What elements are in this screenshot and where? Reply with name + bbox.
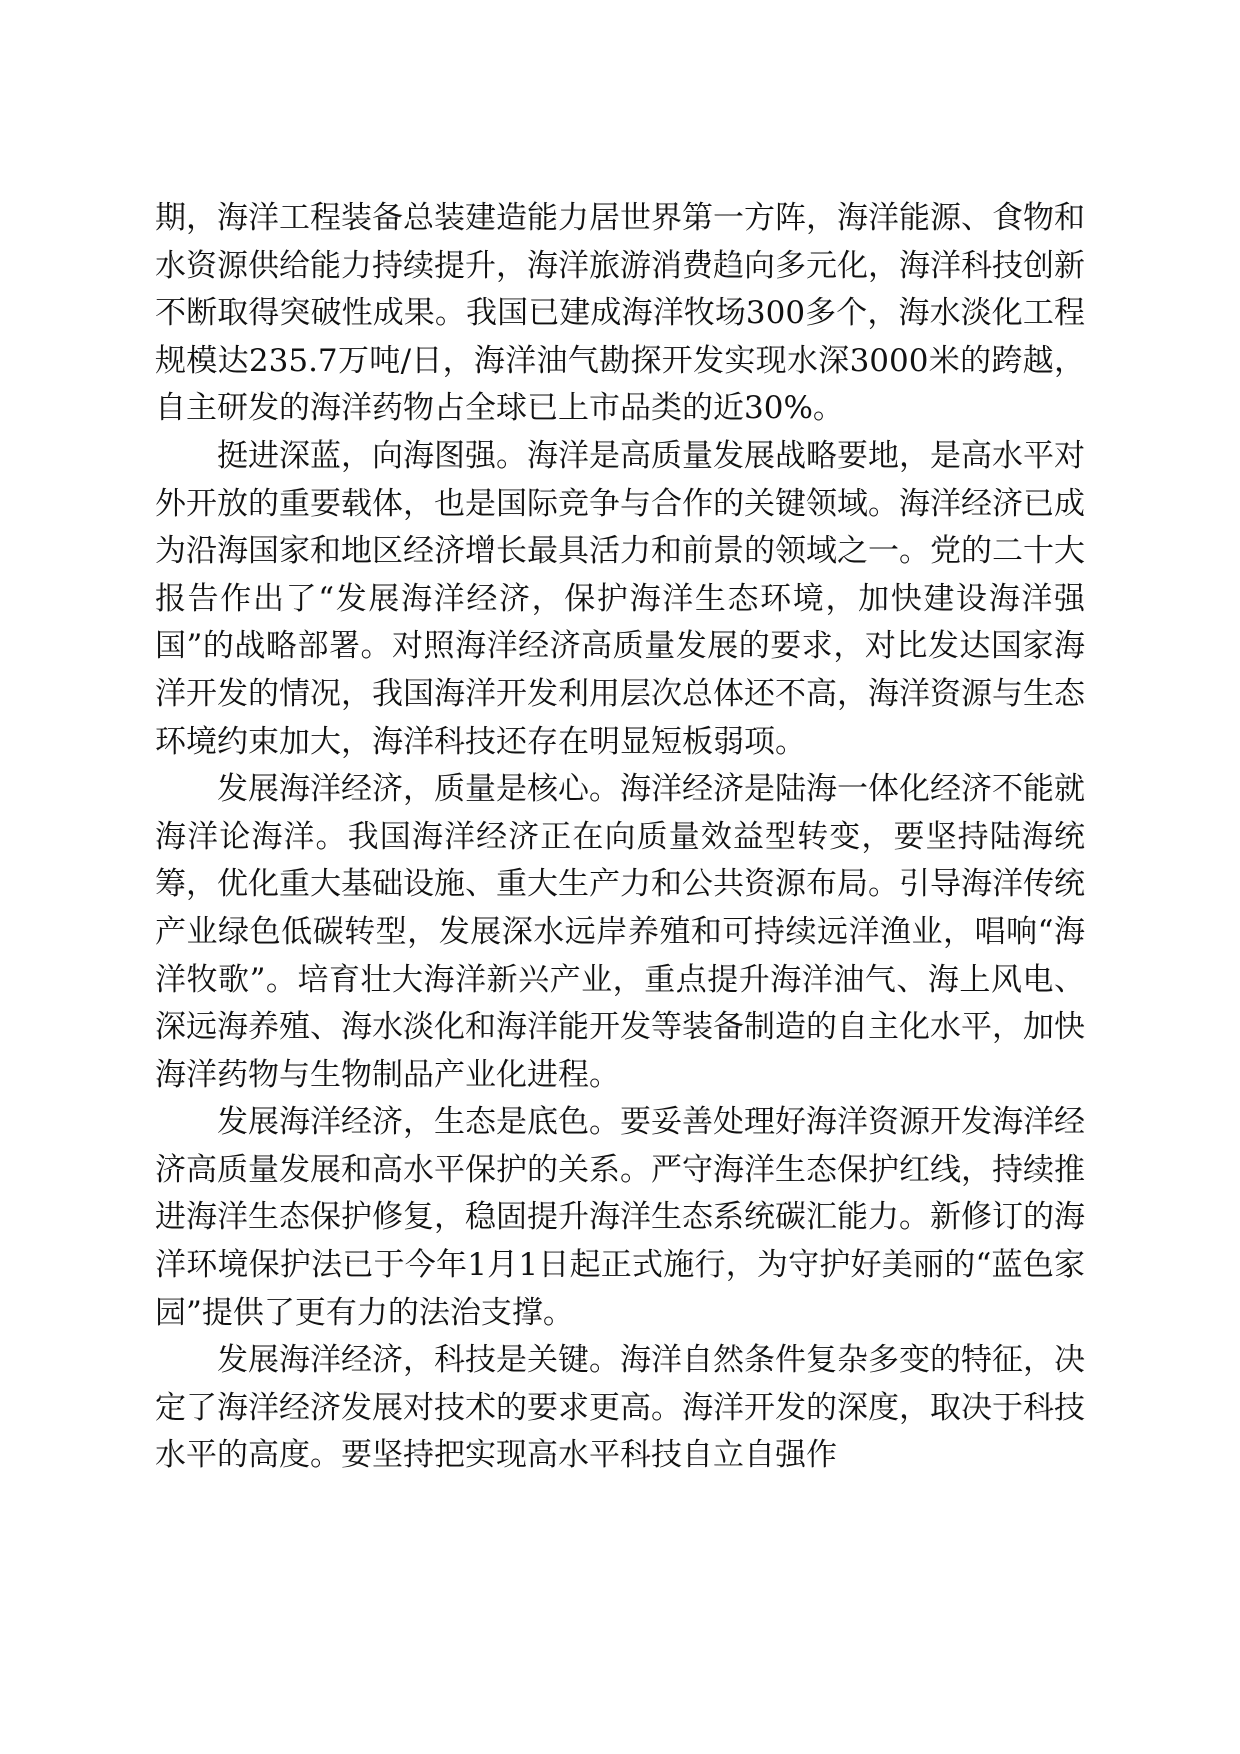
paragraph-3: 发展海洋经济，质量是核心。海洋经济是陆海一体化经济不能就海洋论海洋。我国海洋经济正在向质量效益型转变，要坚持陆海统筹，优化重大基础设施、重大生产力和公共资源布局。引导海洋传统产业绿色低碳转型，发展深水远岸养殖和可持续远洋渔业，唱响“海洋牧歌”。培育壮大海洋新兴产业，重点提升海洋油气、海上风电、深远海养殖、海水淡化和海洋能开发等装备制造的自主化水平，加快海洋药物与生物制品产业化进程。 [155,771,1085,1093]
paragraph-5: 发展海洋经济，科技是关键。海洋自然条件复杂多变的特征，决定了海洋经济发展对技术的要求更高。海洋开发的深度，取决于科技水平的高度。要坚持把实现高水平科技自立自强作 [155,1342,1085,1474]
paragraph-4: 发展海洋经济，生态是底色。要妥善处理好海洋资源开发海洋经济高质量发展和高水平保护的关系。严守海洋生态保护红线，持续推进海洋生态保护修复，稳固提升海洋生态系统碳汇能力。新修订的海洋环境保护法已于今年1月1日起正式施行，为守护好美丽的“蓝色家园”提供了更有力的法治支撑。 [155,1104,1085,1331]
paragraph-1: 期，海洋工程装备总装建造能力居世界第一方阵，海洋能源、食物和水资源供给能力持续提升，海洋旅游消费趋向多元化，海洋科技创新不断取得突破性成果。我国已建成海洋牧场300多个，海水淡化工程规模达235.7万吨/日，海洋油气勘探开发实现水深3000米的跨越，自主研发的海洋药物占全球已上市品类的近30%。 [155,200,1085,427]
paragraph-2: 挺进深蓝，向海图强。海洋是高质量发展战略要地，是高水平对外开放的重要载体，也是国际竞争与合作的关键领域。海洋经济已成为沿海国家和地区经济增长最具活力和前景的领域之一。党的二十大报告作出了“发展海洋经济，保护海洋生态环境，加快建设海洋强国”的战略部署。对照海洋经济高质量发展的要求，对比发达国家海洋开发的情况，我国海洋开发利用层次总体还不高，海洋资源与生态环境约束加大，海洋科技还存在明显短板弱项。 [155,437,1085,760]
document-page [155,195,1085,1480]
